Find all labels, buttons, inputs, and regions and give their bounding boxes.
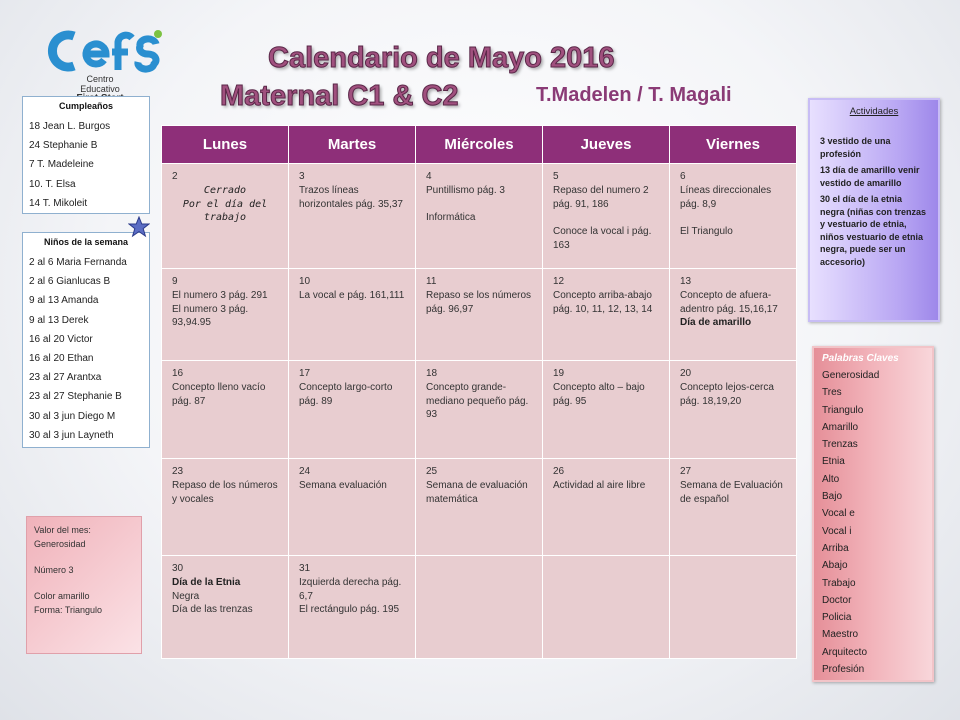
day-content: 18 Concepto grande-mediano pequeño pág. 93 bbox=[426, 368, 529, 421]
calendar-header-row bbox=[162, 126, 797, 164]
day-content: 24 Semana evaluación bbox=[299, 466, 387, 491]
empty-cell bbox=[543, 556, 670, 659]
day-cell bbox=[670, 269, 797, 361]
day-cell bbox=[670, 459, 797, 556]
day-cell bbox=[162, 164, 289, 269]
keyword-item: Trabajo bbox=[822, 577, 856, 589]
kid-item: 16 al 20 Victor bbox=[29, 333, 93, 345]
keywords-box bbox=[812, 346, 934, 682]
day-content: 27 Semana de Evaluación de español bbox=[680, 466, 783, 505]
day-cell bbox=[289, 164, 416, 269]
valor-shape: Forma: Triangulo bbox=[34, 605, 103, 615]
valor-color: Color amarillo bbox=[34, 591, 90, 601]
logo-graphic bbox=[40, 26, 164, 76]
day-content: 5 Repaso del numero 2 pág. 91, 186 Conoce la vocal i pág. 163 bbox=[553, 171, 652, 251]
keyword-item: Amarillo bbox=[822, 421, 859, 433]
day-cell bbox=[543, 459, 670, 556]
activity-item: 13 día de amarillo venir vestido de amarillo bbox=[820, 165, 920, 188]
day-number: 2 bbox=[172, 171, 178, 182]
day-cell bbox=[289, 459, 416, 556]
keyword-item: Triangulo bbox=[822, 404, 864, 416]
day-content: 9 El numero 3 pág. 291 El numero 3 pág. 93,94.95 bbox=[172, 276, 268, 329]
day-content: 19 Concepto alto – bajo pág. 95 bbox=[553, 368, 645, 407]
week-row bbox=[162, 556, 797, 659]
day-cell bbox=[543, 269, 670, 361]
kid-item: 2 al 6 Gianlucas B bbox=[29, 276, 111, 288]
birthdays-title: Cumpleaños bbox=[58, 101, 113, 111]
day-content: 3 Trazos líneas horizontales pág. 35,37 bbox=[299, 171, 403, 210]
day-cell bbox=[162, 459, 289, 556]
empty-cell bbox=[670, 556, 797, 659]
week-row bbox=[162, 361, 797, 459]
day-number: 30 bbox=[172, 563, 184, 574]
closed-note: Cerrado Por el día del trabajo bbox=[182, 184, 268, 224]
day-cell bbox=[543, 361, 670, 459]
day-content: 26 Actividad al aire libre bbox=[553, 466, 646, 491]
birthday-item: 18 Jean L. Burgos bbox=[29, 121, 111, 132]
keywords-title: Palabras Claves bbox=[822, 353, 899, 364]
day-cell bbox=[416, 269, 543, 361]
day-content: 16 Concepto lleno vacío pág. 87 bbox=[172, 368, 266, 407]
day-cell bbox=[543, 164, 670, 269]
day-content: 17 Concepto largo-corto pág. 89 bbox=[299, 368, 393, 407]
day-cell bbox=[416, 361, 543, 459]
header-miercoles: Miércoles bbox=[416, 126, 543, 164]
kid-item: 30 al 3 jun Layneth bbox=[29, 429, 114, 441]
activity-item: 3 vestido de una profesión bbox=[820, 136, 891, 159]
keyword-item: Profesión bbox=[822, 664, 865, 676]
day-cell bbox=[416, 164, 543, 269]
day-content: Negra Día de las trenzas bbox=[172, 590, 253, 616]
day-cell bbox=[289, 556, 416, 659]
kid-item: 30 al 3 jun Diego M bbox=[29, 410, 116, 422]
activity-item: 30 el día de la etnia negra (niñas con trenzas y vestuario de etnia, niños vestuario de etnia negra, puede ser un accesorio) bbox=[820, 194, 927, 267]
keyword-item: Tres bbox=[822, 387, 842, 399]
day-content: 31 Izquierda derecha pág. 6,7 El rectángulo pág. 195 bbox=[299, 563, 402, 616]
day-content: 25 Semana de evaluación matemática bbox=[426, 466, 528, 505]
valor-label: Valor del mes: bbox=[34, 525, 91, 535]
day-content: 20 Concepto lejos-cerca pág. 18,19,20 bbox=[680, 368, 774, 407]
birthday-item: 14 T. Mikoleit bbox=[29, 197, 88, 209]
kids-week-title: Niños de la semana bbox=[43, 237, 129, 247]
day-content: 13 Concepto de afuera- adentro pág. 15,16,17 bbox=[680, 276, 778, 315]
keyword-item: Alto bbox=[822, 473, 840, 485]
valor-value: Generosidad bbox=[34, 539, 86, 549]
keyword-item: Trenzas bbox=[822, 439, 858, 451]
week-row bbox=[162, 269, 797, 361]
day-content: 4 Puntillismo pág. 3 Informática bbox=[426, 171, 505, 224]
day-highlight: Día de amarillo bbox=[680, 317, 752, 329]
keyword-item: Policia bbox=[822, 612, 852, 624]
activities-box bbox=[808, 98, 940, 322]
day-cell bbox=[289, 269, 416, 361]
keyword-item: Arriba bbox=[822, 542, 849, 554]
kid-item: 9 al 13 Amanda bbox=[29, 295, 99, 307]
keyword-item: Arquitecto bbox=[822, 646, 868, 658]
day-content: 6 Líneas direccionales pág. 8,9 El Triangulo bbox=[680, 171, 772, 238]
week-row bbox=[162, 164, 797, 269]
kids-week-box bbox=[22, 232, 150, 448]
birthday-item: 7 T. Madeleine bbox=[29, 159, 94, 171]
kid-item: 9 al 13 Derek bbox=[29, 314, 89, 326]
header-viernes: Viernes bbox=[670, 126, 797, 164]
day-cell bbox=[162, 556, 289, 659]
kid-item: 23 al 27 Arantxa bbox=[29, 372, 102, 384]
logo-sub1: Centro Educativo bbox=[80, 74, 120, 94]
day-cell bbox=[289, 361, 416, 459]
day-content: 11 Repaso se los números pág. 96,97 bbox=[426, 276, 532, 315]
kid-item: 2 al 6 Maria Fernanda bbox=[29, 257, 127, 268]
day-cell bbox=[162, 269, 289, 361]
keyword-item: Abajo bbox=[822, 560, 848, 572]
star-icon bbox=[128, 216, 150, 238]
keyword-item: Etnia bbox=[822, 456, 845, 468]
day-content: 10 La vocal e pág. 161,111 bbox=[299, 276, 405, 301]
day-cell bbox=[670, 164, 797, 269]
day-content: 23 Repaso de los números y vocales bbox=[172, 466, 278, 505]
keyword-item: Maestro bbox=[822, 629, 859, 641]
calendar-table bbox=[161, 125, 797, 659]
day-highlight: Día de la Etnia bbox=[172, 576, 241, 588]
day-cell bbox=[162, 361, 289, 459]
valor-number: Número 3 bbox=[34, 565, 74, 575]
kid-item: 16 al 20 Ethan bbox=[29, 353, 94, 365]
title-class: Maternal C1 & C2 bbox=[220, 80, 459, 112]
keyword-item: Vocal i bbox=[822, 525, 852, 537]
kid-item: 23 al 27 Stephanie B bbox=[29, 391, 122, 403]
week-row bbox=[162, 459, 797, 556]
keyword-item: Generosidad bbox=[822, 370, 880, 381]
title-month: Calendario de Mayo 2016 bbox=[268, 42, 615, 74]
keyword-item: Doctor bbox=[822, 594, 852, 606]
birthday-item: 24 Stephanie B bbox=[29, 140, 98, 152]
birthday-item: 10. T. Elsa bbox=[29, 178, 76, 190]
header-jueves: Jueves bbox=[543, 126, 670, 164]
teachers-names: T.Madelen / T. Magali bbox=[536, 84, 732, 106]
header-lunes: Lunes bbox=[162, 126, 289, 164]
activities-title: Actividades bbox=[849, 106, 899, 117]
birthdays-box bbox=[22, 96, 150, 214]
day-content: 12 Concepto arriba-abajo pág. 10, 11, 12, 13, 14 bbox=[553, 276, 653, 315]
day-cell bbox=[416, 459, 543, 556]
header-martes: Martes bbox=[289, 126, 416, 164]
empty-cell bbox=[416, 556, 543, 659]
keyword-item: Bajo bbox=[822, 491, 843, 503]
day-cell bbox=[670, 361, 797, 459]
keyword-item: Vocal e bbox=[822, 508, 855, 520]
valor-box bbox=[26, 516, 142, 654]
